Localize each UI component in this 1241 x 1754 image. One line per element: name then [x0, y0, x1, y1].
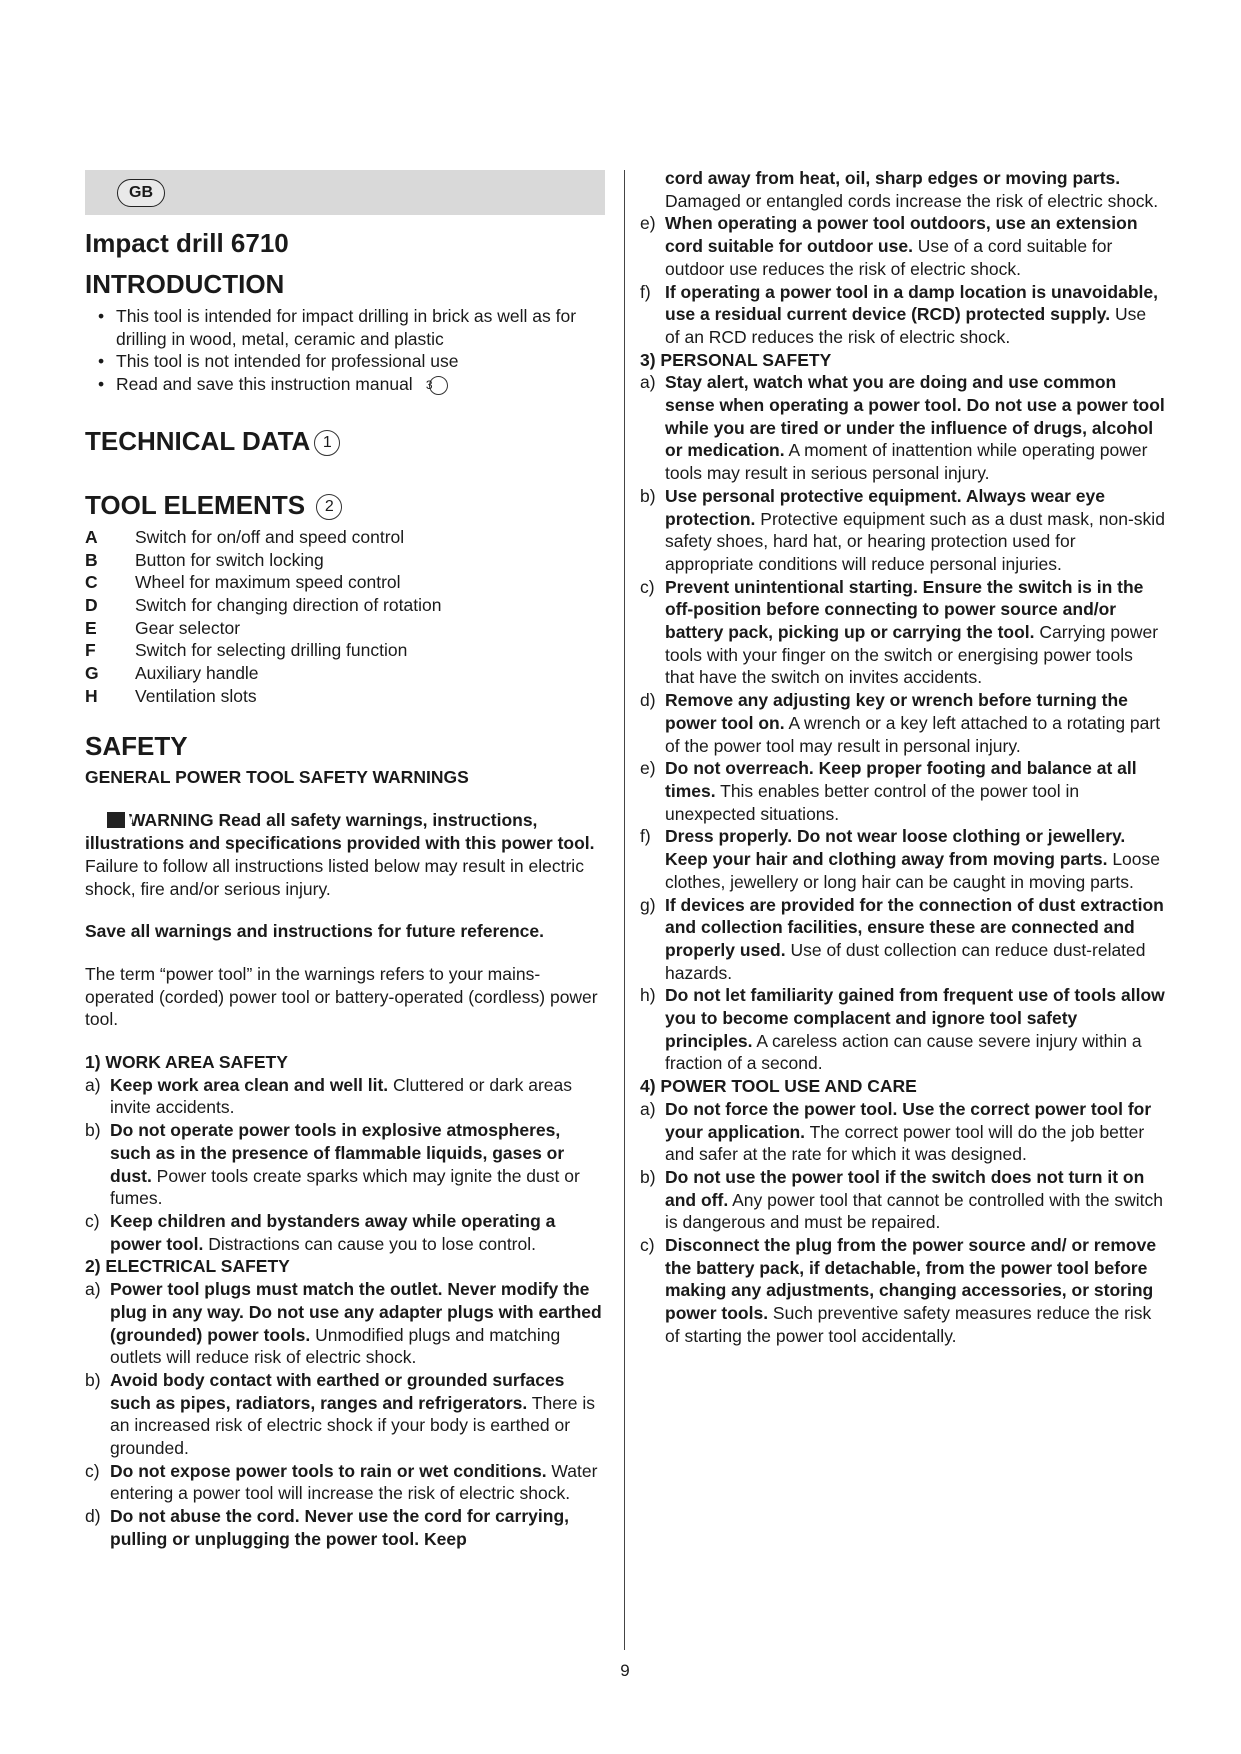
list-item: d) Do not abuse the cord. Never use the cord for carrying, pulling or unplugging the power tool. Keep: [85, 1506, 569, 1549]
list-item: b) Avoid body contact with earthed or grounded surfaces such as pipes, radiators, ranges and refrigerators. There is an increased risk of electric shock if your body is earthed or grounded.: [85, 1369, 595, 1459]
list-item: a) Power tool plugs must match the outlet. Never modify the plug in any way. Do not use any adapter plugs with earthed (grounded) power tools. Unmodified plugs and matching outlets will reduce risk of electric shock.: [85, 1279, 602, 1368]
list-item: G Auxiliary handle: [85, 663, 259, 684]
tool-use-heading: 4) POWER TOOL USE AND CARE: [640, 1076, 917, 1097]
save-note: Save all warnings and instructions for future reference.: [85, 921, 545, 942]
list-item: a) Keep work area clean and well lit. Cluttered or dark areas invite accidents.: [85, 1074, 573, 1118]
tool-elements-heading: TOOL ELEMENTS 2: [85, 486, 605, 524]
list-item: e) Do not overreach. Keep proper footing and balance at all times. This enables better control of the power tool in unexpected situations.: [640, 758, 1137, 824]
introduction-list: [85, 305, 605, 396]
language-badge: GB: [117, 179, 165, 207]
page-number: 9: [620, 1661, 630, 1680]
right-column: [640, 167, 1165, 1348]
list-item: c) Do not expose power tools to rain or wet conditions. Water entering a power tool will increase the risk of electric shock.: [85, 1460, 598, 1504]
work-area-heading: 1) WORK AREA SAFETY: [85, 1052, 288, 1073]
list-item: a) Do not force the power tool. Use the correct power tool for your application. The correct power tool will do the job better and safer at the rate for which it was designed.: [640, 1098, 1152, 1165]
list-item: D Switch for changing direction of rotation: [85, 594, 442, 615]
list-item: • This tool is intended for impact drilling in brick as well as for drilling in wood, metal, ceramic and plastic: [85, 305, 605, 350]
figure-ref-1: 1: [314, 430, 340, 456]
safety-heading: SAFETY: [85, 731, 188, 762]
list-item: e) When operating a power tool outdoors, use an extension cord suitable for outdoor use. Use of a cord suitable for outdoor use reduces the risk of electric shock.: [640, 213, 1138, 279]
list-item: d) Remove any adjusting key or wrench before turning the power tool on. A wrench or a key left attached to a rotating part of the power tool may result in personal injury.: [640, 690, 1161, 756]
list-item: f) Dress properly. Do not wear loose clothing or jewellery. Keep your hair and clothing away from moving parts. Loose clothes, jewellery or long hair can be caught in moving parts.: [640, 826, 1160, 892]
electrical-heading: 2) ELECTRICAL SAFETY: [85, 1256, 290, 1277]
language-bar: [85, 170, 605, 215]
list-item: • Read and save this instruction manual 3: [85, 373, 605, 396]
personal-safety-heading: 3) PERSONAL SAFETY: [640, 349, 832, 370]
introduction-heading: INTRODUCTION: [85, 269, 285, 299]
list-item: c) Keep children and bystanders away while operating a power tool. Distractions can cause you to lose control.: [85, 1210, 556, 1254]
list-item: E Gear selector: [85, 617, 241, 638]
list-item: H Ventilation slots: [85, 685, 257, 706]
left-column: [85, 170, 605, 1551]
product-title: Impact drill 6710: [85, 228, 289, 258]
list-item: h) Do not let familiarity gained from frequent use of tools allow you to become complacent and ignore tool safety principles. A careless action can cause severe injury within a fraction of a second.: [640, 985, 1165, 1074]
list-item: A Switch for on/off and speed control: [85, 526, 405, 547]
warning-triangle-icon: [107, 812, 125, 828]
list-item: g) If devices are provided for the connection of dust extraction and collection facilities, ensure these are connected and properly used. Use of dust collection can reduce dust-related hazards.: [640, 894, 1164, 983]
figure-ref-3: 3: [429, 376, 448, 395]
list-item: b) Do not operate power tools in explosive atmospheres, such as in the presence of flammable liquids, gases or dust. Power tools create sparks which may ignite the dust or fumes.: [85, 1120, 580, 1209]
list-item: f) If operating a power tool in a damp location is unavoidable, use a residual current device (RCD) protected supply. Use of an RCD reduces the risk of electric shock.: [640, 281, 1158, 347]
figure-ref-2: 2: [316, 494, 342, 520]
column-divider: [624, 170, 625, 1650]
warning-paragraph: !WARNING Read all safety warnings, instructions, illustrations and specifications provided with this power tool. Failure to follow all instructions listed below may result in electric shock, fire and/or serious injury.: [85, 809, 605, 900]
term-note: The term “power tool” in the warnings refers to your mains-operated (corded) power tool or battery-operated (cordless) power tool.: [85, 963, 598, 1030]
list-item: • This tool is not intended for professional use: [85, 350, 605, 373]
technical-data-heading: TECHNICAL DATA 1: [85, 422, 605, 460]
safety-subheading: GENERAL POWER TOOL SAFETY WARNINGS: [85, 767, 469, 788]
list-item: C Wheel for maximum speed control: [85, 572, 401, 593]
list-item-continued: cord away from heat, oil, sharp edges or moving parts. Damaged or entangled cords increase the risk of electric shock.: [665, 168, 1159, 211]
list-item: a) Stay alert, watch what you are doing and use common sense when operating a power tool. Do not use a power tool while you are tired or under the influence of drugs, alcohol or medication. A moment of inattention while operating power tools may result in serious personal injury.: [640, 372, 1165, 484]
tool-elements-list: [85, 526, 605, 708]
list-item: F Switch for selecting drilling function: [85, 640, 408, 661]
list-item: b) Do not use the power tool if the switch does not turn it on and off. Any power tool that cannot be controlled with the switch is dangerous and must be repaired.: [640, 1166, 1164, 1233]
list-item: c) Prevent unintentional starting. Ensure the switch is in the off-position before connecting to power source and/or battery pack, picking up or carrying the tool. Carrying power tools with your finger on the switch or energising power tools that have the switch on invites accidents.: [640, 576, 1159, 688]
list-item: B Button for switch locking: [85, 549, 324, 570]
list-item: b) Use personal protective equipment. Always wear eye protection. Protective equipment such as a dust mask, non-skid safety shoes, hard hat, or hearing protection used for appropriate conditions will reduce personal injuries.: [640, 485, 1165, 574]
list-item: c) Disconnect the plug from the power source and/ or remove the battery pack, if detachable, from the power tool before making any adjustments, changing accessories, or storing power tools. Such preventive safety measures reduce the risk of starting the power tool accidentally.: [640, 1235, 1157, 1346]
